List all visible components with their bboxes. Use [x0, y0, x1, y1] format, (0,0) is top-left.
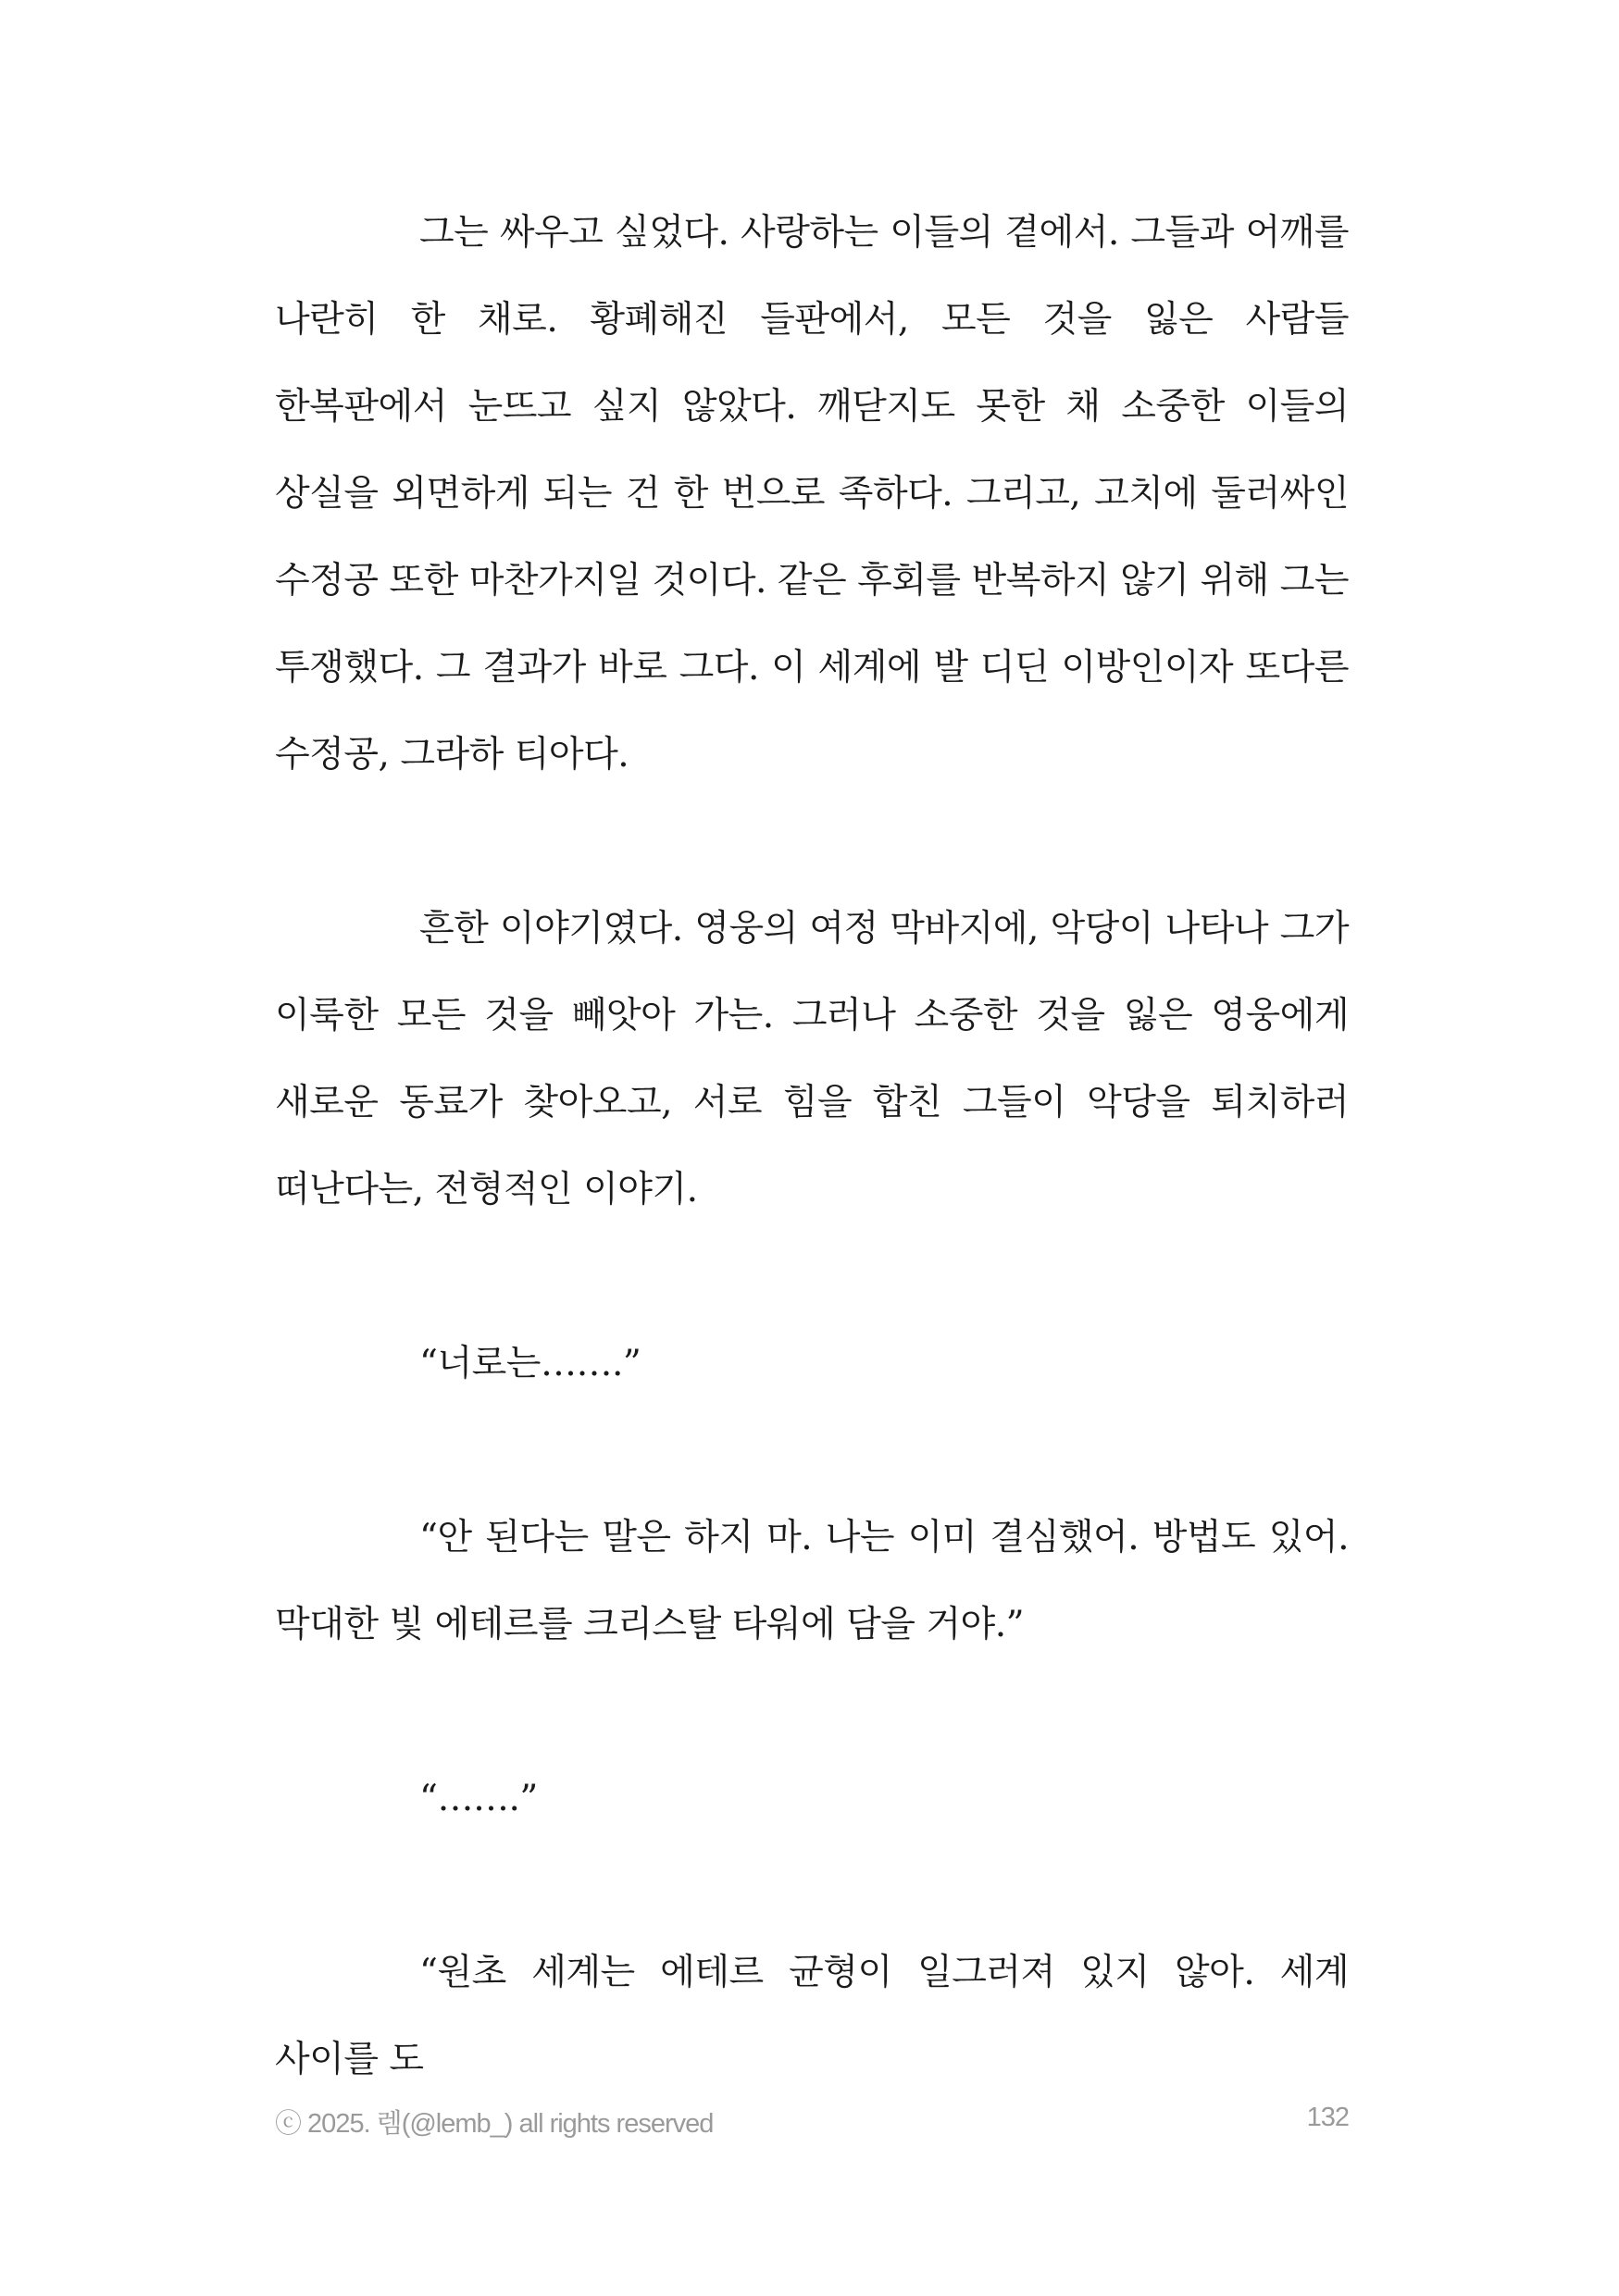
page-body [275, 190, 1349, 2104]
paragraph: 흔한 이야기였다. 영웅의 여정 막바지에, 악당이 나타나 그가 이룩한 모든 것을 빼앗아 가는. 그러나 소중한 것을 잃은 영웅에게 새로운 동료가 찾아오고, 서로 힘을 합친 그들이 악당을 퇴치하러 떠난다는, 전형적인 이야기. [275, 908, 1349, 1210]
dialogue-line: “안 된다는 말은 하지 마. 나는 이미 결심했어. 방법도 있어. 막대한 빛 에테르를 크리스탈 타워에 담을 거야.” [275, 1517, 1349, 1645]
paragraph-gap [275, 1408, 1349, 1495]
paragraph-gap [275, 799, 1349, 886]
paragraph-gap [275, 1234, 1349, 1321]
dialogue-line: “원초 세계는 에테르 균형이 일그러져 있지 않아. 세계 사이를 도 [275, 1952, 1349, 2080]
dialogue-line: “너로는…….” [419, 1343, 641, 1384]
copyright-notice: ⓒ 2025. 렘(@lemb_) all rights reserved [275, 2109, 714, 2139]
dialogue-line: “…….” [419, 1778, 538, 1819]
paragraph: 그는 싸우고 싶었다. 사랑하는 이들의 곁에서. 그들과 어깨를 나란히 한 채로. 황폐해진 들판에서, 모든 것을 잃은 사람들 한복판에서 눈뜨고 싶지 않았다. 깨닫지도 못한 채 소중한 이들의 상실을 외면하게 되는 건 한 번으로 족하다. 그리고, 고치에 둘러싸인 수정공 또한 마찬가지일 것이다. 같은 후회를 반복하지 않기 위해 그는 투쟁했다. 그 결과가 바로 그다. 이 세계에 발 디딘 이방인이자 또다른 수정공, 그라하 티아다. [275, 212, 1349, 776]
page-number: 132 [1306, 2103, 1349, 2132]
paragraph-gap [275, 1669, 1349, 1756]
paragraph-gap [275, 1843, 1349, 1930]
page-footer [275, 2103, 1349, 2140]
